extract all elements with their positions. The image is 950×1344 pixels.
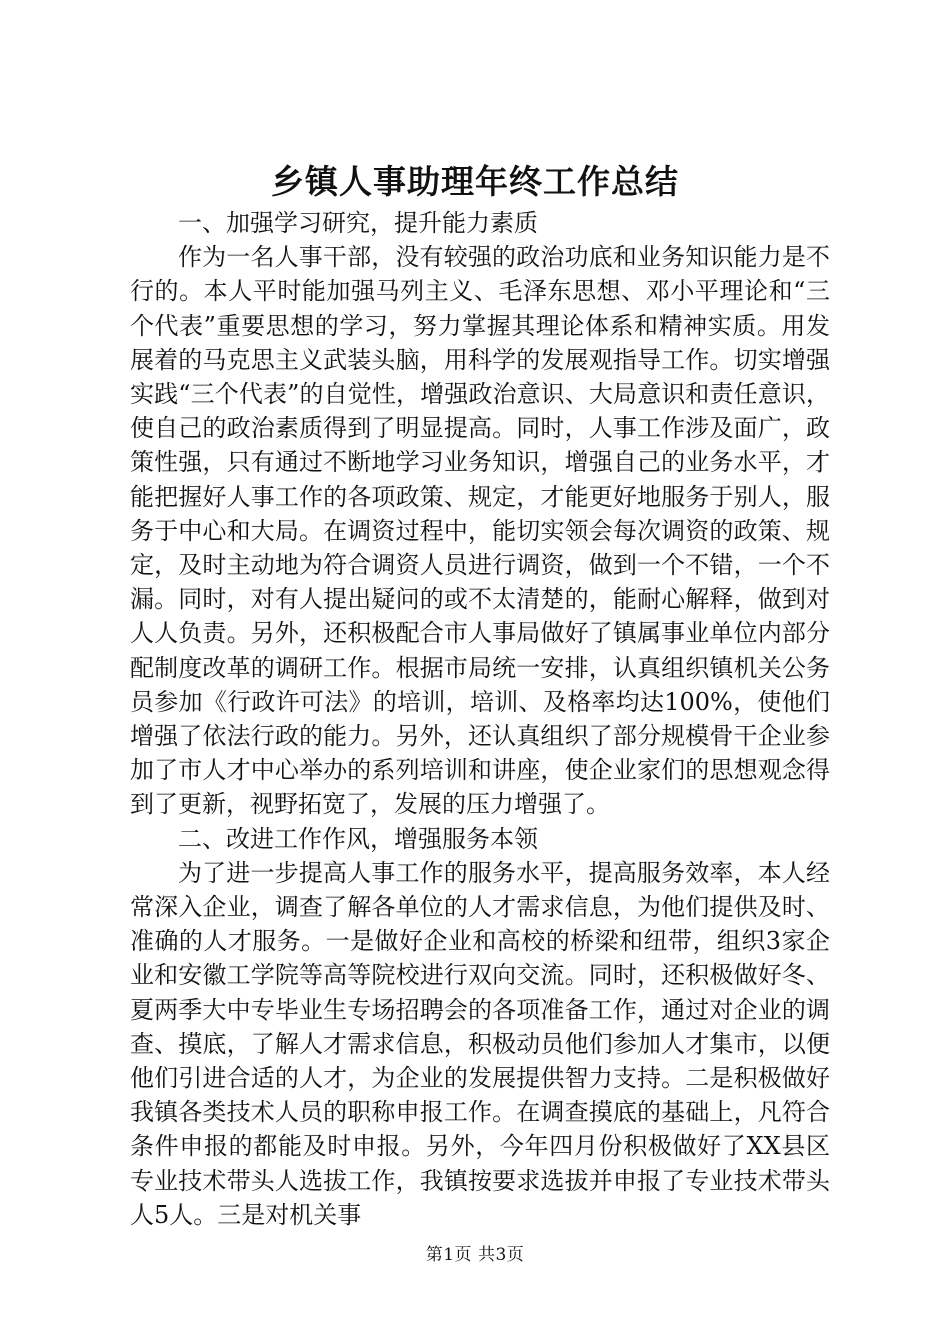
document-title: 乡镇人事助理年终工作总结 [271,162,679,201]
document-body [130,206,830,1232]
page-footer: 第1页 共3页 [425,1245,525,1265]
section-paragraph-1: 作为一名人事干部，没有较强的政治功底和业务知识能力是不行的。本人平时能加强马列主义、毛泽东思想、邓小平理论和“三个代表”重要思想的学习，努力掌握其理论体系和精神实质。用发展着的马克思主义武装头脑，用科学的发展观指导工作。切实增强实践“三个代表”的自觉性，增强政治意识、大局意识和责任意识，使自己的政治素质得到了明显提高。同时，人事工作涉及面广，政策性强，只有通过不断地学习业务知识，增强自己的业务水平，才能把握好人事工作的各项政策、规定，才能更好地服务于别人，服务于中心和大局。在调资过程中，能切实领会每次调资的政策、规定，及时主动地为符合调资人员进行调资，做到一个不错，一个不漏。同时，对有人提出疑问的或不太清楚的，能耐心解释，做到对人人负责。另外，还积极配合市人事局做好了镇属事业单位内部分配制度改革的调研工作。根据市局统一安排，认真组织镇机关公务员参加《行政许可法》的培训，培训、及格率均达100%，使他们增强了依法行政的能力。另外，还认真组织了部分规模骨干企业参加了市人才中心举办的系列培训和讲座，使企业家们的思想观念得到了更新，视野拓宽了，发展的压力增强了。 [130,243,830,819]
section-heading-1: 一、加强学习研究，提升能力素质 [178,209,538,237]
section-paragraph-2: 为了进一步提高人事工作的服务水平，提高服务效率，本人经常深入企业，调查了解各单位的人才需求信息，为他们提供及时、准确的人才服务。一是做好企业和高校的桥梁和纽带，组织3家企业和安徽工学院等高等院校进行双向交流。同时，还积极做好冬、夏两季大中专毕业生专场招聘会的各项准备工作，通过对企业的调查、摸底，了解人才需求信息，积极动员他们参加人才集市，以便他们引进合适的人才，为企业的发展提供智力支持。二是积极做好我镇各类技术人员的职称申报工作。在调查摸底的基础上，凡符合条件申报的都能及时申报。另外，今年四月份积极做好了XX县区专业技术带头人选拔工作，我镇按要求选拔并申报了专业技术带头人5人。三是对机关事 [130,858,830,1229]
section-heading-2: 二、改进工作作风，增强服务本领 [178,824,538,853]
